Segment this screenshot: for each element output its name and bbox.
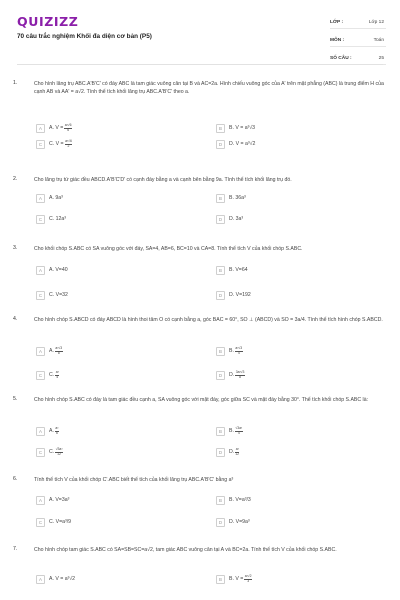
question-text: Cho hình chóp S.ABCD có đáy ABCD là hình thoi tâm O có cạnh bằng a, góc BAC = 60°, SO ⊥ (ABCD) và SO = 3a/4. Tính thể tích hình chóp S.ABCD. [34,317,383,323]
option-text: A. [49,428,54,434]
option-fraction [235,448,239,456]
fraction-denominator: 12 [235,451,240,456]
fraction-numerator: a³√6 [65,138,72,143]
option-letter-box: B [216,496,225,505]
question-number: 3. [13,245,18,251]
fraction-denominator: 3 [247,578,250,583]
option-fraction [55,427,59,435]
meta-value: 25 [378,55,384,61]
option-text: D. V = a³√2 [229,141,256,147]
option-letter-box: D [216,518,225,527]
option-letter-box: A [36,575,45,584]
question-text: Cho hình lăng trụ ABC.A'B'C' có đáy ABC là tam giác vuông cân tại B và AC=2a. Hình chiếu vuông góc của A' trên mặt phẳng (ABC) là trung điểm H của cạnh AB và AA' = a√2. Tính thể tích khối lăng trụ ABC.A'B'C' theo a. [34,81,384,95]
option-text: A. 9a³ [49,195,63,201]
option-letter-box: A [36,427,45,436]
option-letter-box: C [36,140,45,149]
fraction-denominator: 12 [57,451,61,456]
fraction-numerator: a³√2 [244,573,252,578]
option-letter-box: C [36,448,45,457]
option-fraction [235,427,243,435]
fraction-denominator: 2 [67,143,70,148]
answer-option-b[interactable] [216,574,252,584]
option-letter-box: B [216,266,225,275]
option-letter-box: B [216,575,225,584]
option-text: B. V=a³/3 [229,497,251,503]
option-fraction [244,575,252,583]
fraction-numerator: a³ [235,446,239,451]
option-letter-box: A [36,124,45,133]
option-letter-box: C [36,215,45,224]
meta-value: Toán [373,37,384,43]
option-fraction [235,371,245,379]
answer-option-a[interactable] [36,495,69,505]
answer-option-d[interactable] [216,214,243,224]
option-text: A. V=3a³ [49,497,70,503]
question-text: Cho lăng trụ tứ giác đều ABCD.A'B'C'D' có cạnh đáy bằng a và cạnh bên bằng 9a. Tính thể tích khối lăng trụ đó. [34,177,292,183]
quizizz-logo: QUIZIZZ [17,14,79,29]
meta-label: SỐ CÂU : [330,55,352,61]
question-number: 5. [13,396,18,402]
worksheet-header [0,0,400,64]
worksheet-meta [330,16,386,70]
fraction-denominator: 6 [55,430,58,435]
option-text: D. 3a³ [229,216,244,222]
option-fraction [235,347,243,355]
option-fraction [55,371,59,379]
meta-label: LỚP : [330,19,344,25]
option-text: A. V = [49,125,64,131]
answer-option-c[interactable] [36,517,71,527]
meta-value: Lớp 12 [368,19,384,25]
answer-option-b[interactable] [216,123,255,133]
fraction-numerator: a³√3 [235,345,243,350]
option-letter-box: B [216,427,225,436]
option-text: D. [229,449,235,455]
fraction-numerator: a³ [55,425,59,430]
answer-option-c[interactable] [36,214,66,224]
answer-option-a[interactable] [36,346,63,356]
option-letter-box: B [216,194,225,203]
question-text: Cho khối chóp S.ABC có SA vuông góc với đáy, SA=4, AB=6, BC=10 và CA=8. Tính thể tích V của khối chóp S.ABC. [34,246,303,252]
option-fraction [65,140,73,148]
answer-option-b[interactable] [216,193,246,203]
meta-label: MÔN : [330,37,345,43]
option-letter-box: D [216,291,225,300]
option-letter-box: C [36,371,45,380]
fraction-numerator: 3a³√3 [235,369,245,374]
option-letter-box: D [216,140,225,149]
header-divider [17,64,383,65]
answer-option-c[interactable] [36,447,63,457]
option-letter-box: D [216,371,225,380]
option-text: C. [49,372,55,378]
fraction-denominator: 4 [56,374,59,379]
option-text: B. [229,428,234,434]
option-text: B. V=64 [229,267,248,273]
answer-option-d[interactable] [216,517,250,527]
option-text: C. V = [49,141,64,147]
question-text: Cho hình chóp S.ABC có đáy là tam giác đều cạnh a, SA vuông góc với mặt đáy, góc giữa SC và mặt đáy bằng 30°. Thể tích khối chóp S.ABC là: [34,397,369,403]
answer-option-b[interactable] [216,346,243,356]
option-letter-box: D [216,215,225,224]
option-text: C. 12a³ [49,216,67,222]
question-number: 1. [13,80,18,86]
option-fraction [64,124,72,132]
option-text: B. V = [229,576,244,582]
option-letter-box: A [36,496,45,505]
answer-option-d[interactable] [216,139,255,149]
question-number: 6. [13,476,18,482]
answer-option-d[interactable] [216,290,251,300]
fraction-numerator: √3a³ [55,446,63,451]
answer-option-b[interactable] [216,265,248,275]
answer-option-d[interactable] [216,447,239,457]
fraction-numerator: a³√3 [55,345,63,350]
answer-option-a[interactable] [36,426,59,436]
option-letter-box: B [216,124,225,133]
question-number: 2. [13,176,18,182]
option-fraction [55,347,63,355]
option-letter-box: C [36,291,45,300]
option-text: C. [49,449,55,455]
question-text: Cho hình chóp tam giác S.ABC có SA=SB=SC=a√2, tam giác ABC vuông cân tại A và BC=2a. Tính thể tích V của khối chóp S.ABC. [34,547,337,553]
fraction-denominator: 8 [57,350,60,355]
option-letter-box: A [36,347,45,356]
option-text: D. V=192 [229,292,251,298]
fraction-denominator: 4 [237,350,240,355]
option-text: B. 36a³ [229,195,246,201]
option-text: A. V=40 [49,267,68,273]
answer-option-c[interactable] [36,290,68,300]
answer-option-b[interactable] [216,426,243,436]
answer-option-c[interactable] [36,370,59,380]
option-text: B. V = a³√3 [229,125,256,131]
meta-subject [330,34,386,47]
option-text: A. [49,348,54,354]
answer-option-a[interactable] [36,123,72,133]
fraction-denominator: 4 [237,430,240,435]
option-letter-box: A [36,266,45,275]
option-letter-box: C [36,518,45,527]
option-text: D. V=9a³ [229,519,250,525]
question-number: 7. [13,546,18,552]
option-text: C. V=a³/9 [49,519,72,525]
fraction-numerator: a³√6 [64,122,72,127]
option-letter-box: D [216,448,225,457]
option-letter-box: B [216,347,225,356]
fraction-numerator: √3a³ [235,425,243,430]
worksheet-title: 70 câu trắc nghiệm Khối đa diện cơ bản (P5) [17,33,152,40]
option-text: C. V=32 [49,292,68,298]
answer-option-a[interactable] [36,193,63,203]
option-text: D. [229,372,235,378]
answer-option-a[interactable] [36,265,68,275]
question-number: 4. [13,316,18,322]
fraction-denominator: 6 [67,127,70,132]
option-text: B. [229,348,234,354]
meta-grade [330,16,386,29]
option-letter-box: A [36,194,45,203]
answer-option-a[interactable] [36,574,75,584]
fraction-denominator: 8 [239,374,241,379]
question-text: Tính thể tích V của khối chóp C'.ABC biết thể tích của khối lăng trụ ABC.A'B'C' bằng a³ [34,477,234,483]
answer-option-c[interactable] [36,139,72,149]
answer-option-d[interactable] [216,370,245,380]
answer-option-b[interactable] [216,495,251,505]
option-fraction [55,448,63,456]
option-text: A. V = a³√2 [49,576,76,582]
fraction-numerator: a³ [55,369,59,374]
